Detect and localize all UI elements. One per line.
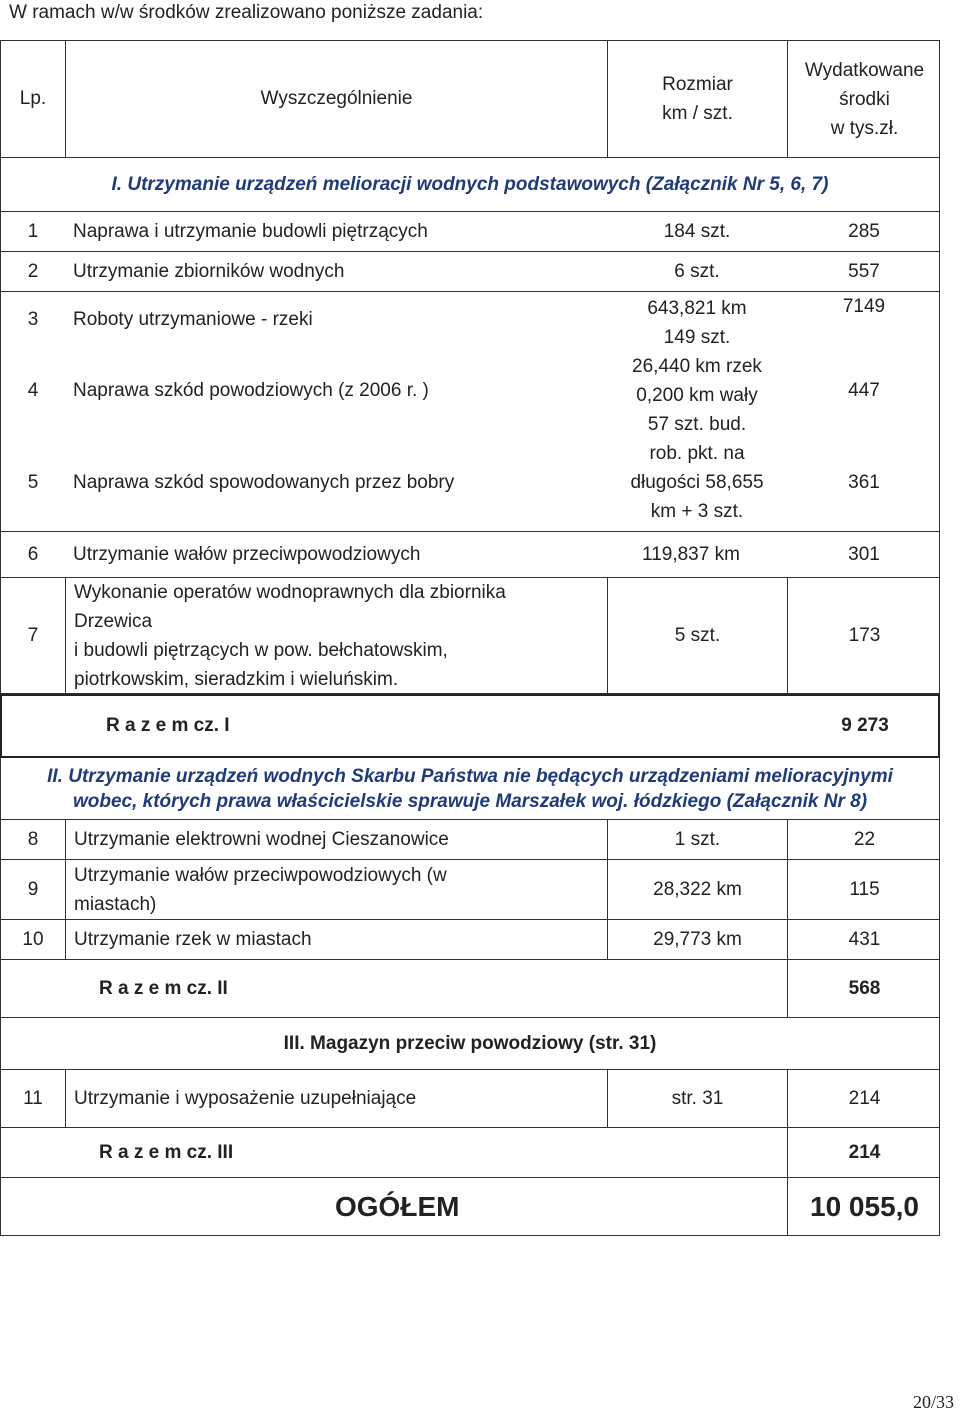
- table-row: [0, 532, 940, 578]
- row-lp: 4: [27, 380, 39, 401]
- total-value: 9 273: [841, 715, 889, 736]
- section-1-title: I. Utrzymanie urządzeń melioracji wodnych podstawowych (Załącznik Nr 5, 6, 7): [111, 173, 829, 195]
- row-desc: [65, 860, 607, 919]
- intro-text: W ramach w/w środków zrealizowano poniższe zadania:: [9, 2, 484, 23]
- header-size-line: Rozmiar: [662, 74, 733, 95]
- row-lp: 3: [27, 309, 39, 330]
- table-row: [0, 252, 940, 292]
- row-lp: 10: [22, 928, 44, 950]
- row-desc: Roboty utrzymaniowe - rzeki: [73, 309, 313, 330]
- row-amount: 361: [848, 472, 880, 493]
- row-size: 29,773 km: [607, 920, 787, 959]
- size-line: km + 3 szt.: [650, 501, 744, 522]
- total-row: [0, 694, 940, 758]
- row-lp: 8: [27, 828, 39, 850]
- row-lp: 5: [27, 472, 39, 493]
- row-desc: Utrzymanie zbiorników wodnych: [73, 260, 345, 282]
- section-heading: [0, 1018, 940, 1070]
- size-line: rob. pkt. na: [649, 443, 745, 464]
- desc-line: Utrzymanie wałów przeciwpowodziowych (w: [74, 864, 447, 886]
- size-line: 0,200 km wały: [636, 385, 758, 406]
- section-3-title: III. Magazyn przeciw powodziowy (str. 31): [283, 1032, 657, 1054]
- row-amount: 431: [787, 920, 941, 959]
- row-amount: 214: [787, 1070, 941, 1127]
- row-lp: 9: [27, 878, 39, 900]
- size-line: 149 szt.: [663, 327, 731, 348]
- row-desc: Naprawa i utrzymanie budowli piętrzących: [73, 220, 428, 242]
- grand-total-row: [0, 1178, 940, 1236]
- rows-3-5-block: [0, 292, 940, 532]
- row-lp: 11: [23, 1087, 43, 1109]
- total-row: [0, 1128, 940, 1178]
- size-line: 57 szt. bud.: [647, 414, 747, 435]
- row-lp: 1: [27, 220, 39, 242]
- row-desc: Utrzymanie i wyposażenie uzupełniające: [65, 1070, 607, 1127]
- total-row: [0, 960, 940, 1018]
- header-size: [607, 41, 787, 157]
- row-lp: 6: [27, 543, 39, 565]
- row-lp: 7: [27, 624, 39, 646]
- total-label: R a z e m cz. I: [106, 715, 230, 736]
- section-heading: [0, 158, 940, 212]
- row-size: 6 szt.: [674, 260, 720, 282]
- row-desc: Utrzymanie wałów przeciwpowodziowych: [73, 543, 421, 565]
- grand-total-label: OGÓŁEM: [335, 1190, 460, 1222]
- page-number: 20/33: [912, 1392, 954, 1412]
- header-amount-line: środki: [839, 88, 890, 110]
- total-label: R a z e m cz. III: [99, 1141, 234, 1163]
- row-amount: 447: [848, 380, 880, 401]
- header-amount-line: Wydatkowane: [804, 59, 925, 81]
- row-lp: 2: [27, 260, 39, 282]
- size-line: długości 58,655: [630, 472, 764, 493]
- table-row: [0, 578, 940, 694]
- row-size: 184 szt.: [663, 220, 731, 242]
- row-amount: 301: [848, 543, 880, 565]
- row-desc: Naprawa szkód powodziowych (z 2006 r. ): [73, 380, 429, 401]
- section-2-title-line: wobec, których prawa właścicielskie sprawuje Marszałek woj. łódzkiego (Załącznik Nr 8): [72, 790, 868, 812]
- desc-line: i budowli piętrzących w pow. bełchatowskim,: [74, 639, 448, 661]
- row-desc: [65, 578, 607, 693]
- size-line: 26,440 km rzek: [632, 356, 762, 377]
- table-row: [0, 860, 940, 920]
- header-lp: [1, 41, 65, 157]
- section-2-title-line: II. Utrzymanie urządzeń wodnych Skarbu Państwa nie będących urządzeniami melioracyjnymi: [47, 765, 893, 787]
- section-heading: [0, 758, 940, 820]
- row-amount: 7149: [842, 296, 886, 317]
- row-amount: 557: [848, 260, 880, 282]
- table-row: [0, 920, 940, 960]
- row-desc: Naprawa szkód spowodowanych przez bobry: [73, 472, 455, 493]
- row-desc: Utrzymanie rzek w miastach: [65, 920, 607, 959]
- desc-line: piotrkowskim, sieradzkim i wieluńskim.: [74, 668, 399, 690]
- total-value: 568: [787, 960, 941, 1017]
- table-row: [0, 820, 940, 860]
- table-header: [0, 40, 940, 158]
- row-desc: Utrzymanie elektrowni wodnej Cieszanowice: [65, 820, 607, 859]
- table-row: [0, 212, 940, 252]
- table-row: [0, 1070, 940, 1128]
- size-line: 643,821 km: [647, 298, 747, 319]
- desc-line: Wykonanie operatów wodnoprawnych dla zbiornika: [74, 581, 506, 603]
- row-size: 5 szt.: [607, 578, 787, 693]
- row-size: str. 31: [607, 1070, 787, 1127]
- grand-total-value: 10 055,0: [787, 1178, 941, 1235]
- total-label: R a z e m cz. II: [99, 977, 228, 999]
- row-size: 1 szt.: [607, 820, 787, 859]
- row-size: 119,837 km: [642, 543, 740, 565]
- row-size: 28,322 km: [607, 860, 787, 919]
- header-amount: [787, 41, 941, 157]
- desc-line: miastach): [74, 893, 157, 915]
- rows-3-5-size: [607, 292, 787, 531]
- tasks-table: [0, 40, 940, 1236]
- total-value: 214: [787, 1128, 941, 1177]
- desc-line: Drzewica: [74, 610, 153, 632]
- header-desc-text: Wyszczególnienie: [260, 88, 413, 109]
- header-lp-text: Lp.: [19, 88, 47, 109]
- row-amount: 173: [787, 578, 941, 693]
- header-size-line: km / szt.: [662, 103, 733, 124]
- header-amount-line: w tys.zł.: [830, 117, 899, 139]
- header-desc: [65, 41, 607, 157]
- row-amount: 115: [787, 860, 941, 919]
- row-amount: 285: [848, 220, 880, 242]
- row-amount: 22: [787, 820, 941, 859]
